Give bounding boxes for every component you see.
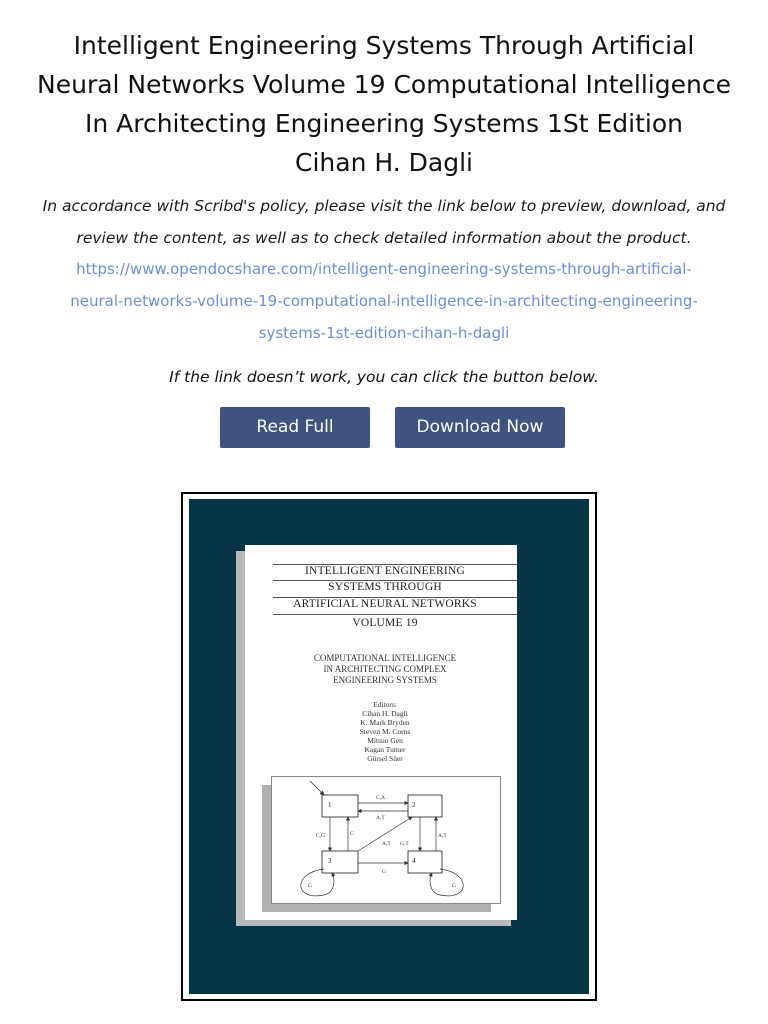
title-author: Cihan H. Dagli — [295, 148, 473, 177]
edge-label: C,A — [376, 795, 386, 801]
cover-volume: VOLUME 19 — [352, 617, 418, 629]
title-line: Neural Networks Volume 19 Computational Intelligence — [37, 70, 731, 99]
link-line[interactable]: systems-1st-edition-cihan-h-dagli — [258, 324, 510, 342]
state-diagram — [271, 776, 501, 904]
entry-arrow — [310, 781, 324, 795]
editors-label: Editors: — [373, 700, 397, 709]
edge-label: C — [350, 831, 354, 837]
fallback-text: If the link doesn’t work, you can click the button below. — [169, 368, 599, 386]
link-line[interactable]: https://www.opendocshare.com/intelligent-engineering-systems-through-artificial- — [76, 260, 692, 278]
book-cover[interactable] — [181, 492, 597, 1001]
cover-background — [189, 499, 589, 994]
cover-subtitle-line: COMPUTATIONAL INTELLIGENCE — [313, 653, 457, 663]
policy-notice — [20, 190, 748, 254]
edge-label: C,G — [316, 833, 326, 839]
edge-label: G — [452, 883, 456, 889]
node-1-label: 1 — [328, 801, 332, 809]
node-4-label: 4 — [412, 857, 416, 865]
edge-label: G — [382, 869, 386, 875]
cover-rule — [273, 614, 517, 615]
edge-label: G,T — [400, 841, 409, 847]
node-2-label: 2 — [412, 801, 416, 809]
page-title — [0, 26, 768, 182]
cover-subtitle-line: IN ARCHITECTING COMPLEX — [323, 664, 447, 674]
cover-page — [245, 545, 517, 920]
cover-title-line: ARTIFICIAL NEURAL NETWORKS — [293, 598, 477, 610]
edge-label: A,T — [382, 841, 391, 847]
link-line[interactable]: neural-networks-volume-19-computational-intelligence-in-architecting-engineering- — [70, 292, 698, 310]
editor-name: Steven M. Corns — [359, 727, 411, 736]
read-full-button[interactable]: Read Full — [220, 407, 370, 448]
notice-line: review the content, as well as to check detailed information about the product. — [76, 229, 692, 247]
cover-title-line: INTELLIGENT ENGINEERING — [305, 565, 465, 577]
cover-subtitle-line: ENGINEERING SYSTEMS — [333, 675, 437, 685]
editor-name: Mitsuo Gen — [367, 736, 403, 745]
editor-name: Cihan H. Dagli — [362, 709, 408, 718]
state-diagram-svg — [272, 777, 500, 903]
edge-label: G — [308, 883, 312, 889]
edge-label: A,T — [376, 815, 385, 821]
cover-title-line: SYSTEMS THROUGH — [328, 581, 442, 593]
title-line: Intelligent Engineering Systems Through Artificial — [73, 31, 695, 60]
edge-label: A,T — [438, 833, 447, 839]
editor-name: Gürsel Süer — [367, 754, 403, 763]
editor-name: K. Mark Bryden — [360, 718, 410, 727]
title-line: In Architecting Engineering Systems 1St Edition — [84, 109, 684, 138]
node-3-label: 3 — [328, 857, 332, 865]
editor-name: Kagan Tumer — [364, 745, 406, 754]
product-link[interactable] — [30, 253, 738, 349]
download-now-button[interactable]: Download Now — [395, 407, 565, 448]
notice-line: In accordance with Scribd's policy, please visit the link below to preview, download, and — [42, 197, 726, 215]
